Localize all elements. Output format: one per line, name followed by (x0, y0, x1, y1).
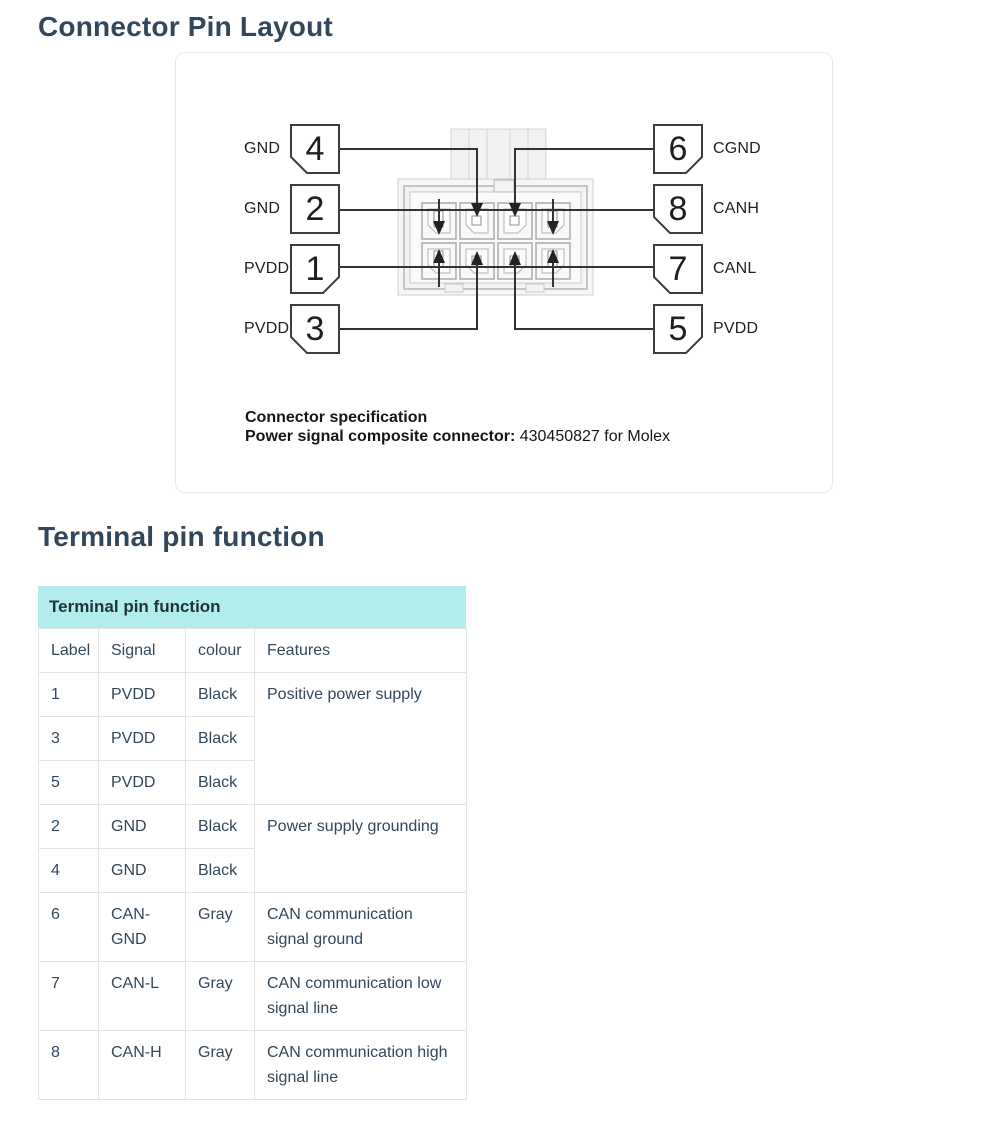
spec-label: Power signal composite connector: (245, 428, 516, 445)
connector-housing (398, 179, 593, 295)
cell-colour: Black (186, 761, 255, 805)
cell-signal: CAN-L (99, 962, 186, 1031)
pin-number: 2 (305, 189, 325, 228)
pin-label-pvdd-1: PVDD (244, 260, 290, 277)
section-title: Terminal pin function (38, 521, 325, 552)
table-title: Terminal pin function (49, 597, 221, 616)
cell-features: Positive power supply (255, 673, 467, 805)
cell-colour: Black (186, 673, 255, 717)
up-arrow-icon (471, 251, 483, 265)
pin-label-gnd-2: GND (244, 200, 281, 217)
table-row (39, 962, 467, 1031)
down-arrow-icon (471, 203, 483, 217)
pin-function-table (38, 628, 467, 1100)
wire-ribs (451, 129, 546, 189)
pin-label-pvdd-5: PVDD (713, 320, 759, 337)
up-arrow-icon (547, 249, 559, 263)
pin-cavity-bottom-1 (422, 243, 456, 279)
table-row (39, 893, 467, 962)
pin-number: 4 (305, 129, 325, 168)
spec-title: Connector specification (245, 409, 428, 426)
pin-label-gnd-4: GND (244, 140, 281, 157)
cell-signal: GND (99, 805, 186, 849)
pin-box-7 (653, 244, 703, 294)
cell-colour: Gray (186, 962, 255, 1031)
pin-box-6 (653, 124, 703, 174)
pin-number: 3 (305, 309, 325, 348)
spec-value: 430450827 for Molex (519, 428, 671, 445)
pin-box-5 (653, 304, 703, 354)
cell-signal: GND (99, 849, 186, 893)
cell-label: 2 (39, 805, 99, 849)
cell-colour: Gray (186, 1031, 255, 1100)
cell-label: 7 (39, 962, 99, 1031)
pin-cavity-bottom-2 (460, 243, 494, 279)
pin-number: 7 (668, 249, 688, 288)
pin-number: 1 (305, 249, 325, 288)
cell-label: 3 (39, 717, 99, 761)
pin-cavity-top-1 (422, 203, 456, 239)
pin-label-canl: CANL (713, 260, 757, 277)
connector-spec (245, 408, 670, 446)
cell-features: CAN communication high signal line (255, 1031, 467, 1100)
pin-number: 5 (668, 309, 688, 348)
pin-box-2 (290, 184, 340, 234)
cell-features: CAN communication low signal line (255, 962, 467, 1031)
pin-number: 6 (668, 129, 688, 168)
cell-features: CAN communication signal ground (255, 893, 467, 962)
pin-box-4 (290, 124, 340, 174)
pin-label-cgnd: CGND (713, 140, 761, 157)
table-row (39, 673, 467, 717)
cell-colour: Black (186, 717, 255, 761)
down-arrow-icon (509, 203, 521, 217)
column-header: Signal (99, 629, 186, 673)
up-arrow-icon (509, 251, 521, 265)
table-row (39, 805, 467, 849)
cell-signal: PVDD (99, 673, 186, 717)
cell-colour: Gray (186, 893, 255, 962)
pin-box-1 (290, 244, 340, 294)
column-header: Label (39, 629, 99, 673)
cell-colour: Black (186, 805, 255, 849)
cell-label: 6 (39, 893, 99, 962)
header-row (39, 629, 467, 673)
pin-box-8 (653, 184, 703, 234)
pin-label-pvdd-3: PVDD (244, 320, 290, 337)
cell-signal: PVDD (99, 761, 186, 805)
down-arrow-icon (433, 221, 445, 235)
column-header: colour (186, 629, 255, 673)
pin-box-3 (290, 304, 340, 354)
cell-colour: Black (186, 849, 255, 893)
pin-function-table-section (38, 586, 466, 1100)
column-header: Features (255, 629, 467, 673)
connector-pin-diagram (176, 53, 832, 492)
up-arrow-icon (433, 249, 445, 263)
pin-cavity-top-2 (460, 203, 494, 239)
pin-cavity-top-4 (536, 203, 570, 239)
cell-label: 1 (39, 673, 99, 717)
wire-lines (340, 149, 653, 329)
wire-arrowheads (433, 203, 559, 265)
pin-cavity-bottom-4 (536, 243, 570, 279)
cell-label: 5 (39, 761, 99, 805)
spec-line (245, 427, 670, 446)
pin-label-canh: CANH (713, 200, 760, 217)
cell-label: 8 (39, 1031, 99, 1100)
down-arrow-icon (547, 221, 559, 235)
table-title-band (38, 586, 466, 628)
pin-cavity-top-3 (498, 203, 532, 239)
cell-signal: CAN-H (99, 1031, 186, 1100)
cell-signal: CAN-GND (99, 893, 186, 962)
pin-number: 8 (668, 189, 688, 228)
housing-key-tab (494, 180, 514, 192)
table-body (39, 673, 467, 1100)
cell-features: Power supply grounding (255, 805, 467, 893)
cell-signal: PVDD (99, 717, 186, 761)
cell-label: 4 (39, 849, 99, 893)
pin-cavity-bottom-3 (498, 243, 532, 279)
connector-diagram-card (175, 52, 833, 493)
table-row (39, 1031, 467, 1100)
page-title: Connector Pin Layout (38, 11, 333, 42)
